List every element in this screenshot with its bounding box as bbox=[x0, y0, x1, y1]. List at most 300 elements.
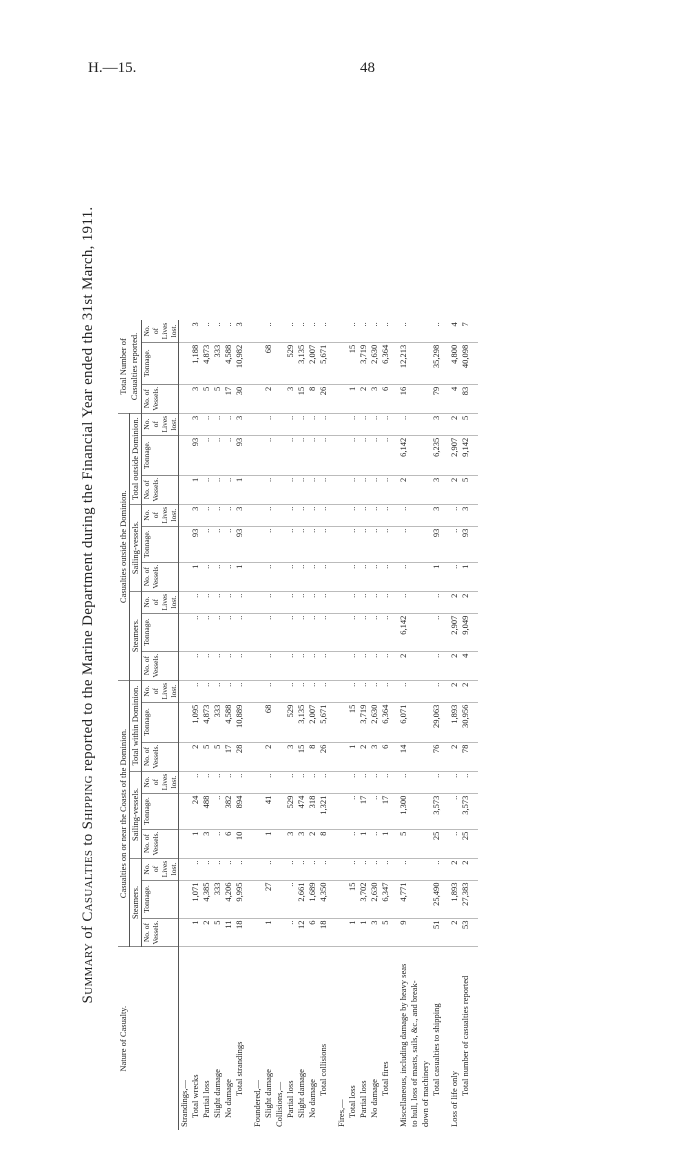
row-label: Fires,— bbox=[336, 1099, 346, 1127]
table-cell: 3,135 bbox=[296, 342, 307, 384]
col-header-tonnage: Tonnage. bbox=[142, 702, 179, 742]
spacer-cell bbox=[471, 880, 478, 918]
table-cell: .. bbox=[263, 651, 274, 680]
table-cell: .. bbox=[296, 651, 307, 680]
table-cell: .. bbox=[234, 771, 245, 793]
table-cell: 2 bbox=[449, 413, 460, 435]
table-cell: .. bbox=[201, 320, 212, 342]
table-cell bbox=[274, 526, 285, 562]
table-cell: 2 bbox=[263, 742, 274, 771]
col-header-lives: No. of Lives lost. bbox=[142, 320, 179, 342]
spacer-cell bbox=[471, 702, 478, 742]
table-cell: 1 bbox=[347, 742, 358, 771]
table-cell bbox=[274, 742, 285, 771]
table-cell: 3,719 bbox=[358, 702, 369, 742]
col-header-vessels: No. of Vessels. bbox=[142, 918, 179, 947]
table-cell: 10,889 bbox=[234, 702, 245, 742]
spacer-cell bbox=[245, 771, 252, 793]
table-cell: 11 bbox=[223, 918, 234, 947]
table-cell: .. bbox=[223, 320, 234, 342]
table-cell: .. bbox=[296, 504, 307, 526]
table-cell: 529 bbox=[285, 793, 296, 829]
subgroup-within: Total within Dominion. bbox=[130, 680, 142, 771]
table-cell bbox=[252, 613, 263, 651]
table-cell bbox=[336, 342, 347, 384]
spacer-cell bbox=[245, 918, 252, 947]
table-cell: 318 bbox=[307, 793, 318, 829]
spacer-cell bbox=[245, 384, 252, 413]
table-cell: .. bbox=[190, 591, 201, 613]
table-cell: .. bbox=[285, 413, 296, 435]
spacer-cell bbox=[245, 475, 252, 504]
table-cell bbox=[336, 320, 347, 342]
table-cell: .. bbox=[347, 793, 358, 829]
casualty-summary-table bbox=[118, 320, 478, 1130]
table-cell: .. bbox=[318, 320, 329, 342]
table-cell: .. bbox=[201, 858, 212, 880]
table-cell: 5 bbox=[460, 413, 471, 435]
table-cell: .. bbox=[296, 771, 307, 793]
table-cell: 1,321 bbox=[318, 793, 329, 829]
table-cell: 488 bbox=[201, 793, 212, 829]
table-cell: 4,385 bbox=[201, 880, 212, 918]
table-cell: .. bbox=[212, 680, 223, 702]
row-label: No damage bbox=[223, 1079, 233, 1118]
table-cell: .. bbox=[431, 680, 442, 702]
table-cell: 4,800 bbox=[449, 342, 460, 384]
table-cell bbox=[252, 591, 263, 613]
table-cell: .. bbox=[307, 413, 318, 435]
table-cell: .. bbox=[212, 591, 223, 613]
spacer-cell bbox=[329, 651, 336, 680]
table-cell: .. bbox=[263, 680, 274, 702]
spacer-cell bbox=[391, 613, 398, 651]
table-cell: 3 bbox=[460, 504, 471, 526]
table-cell: .. bbox=[212, 475, 223, 504]
table-cell: 2,907 bbox=[449, 435, 460, 475]
table-cell: .. bbox=[212, 413, 223, 435]
spacer-cell bbox=[471, 384, 478, 413]
table-cell: .. bbox=[223, 526, 234, 562]
table-cell: .. bbox=[347, 475, 358, 504]
spacer-cell bbox=[442, 613, 449, 651]
table-cell: 4 bbox=[449, 320, 460, 342]
table-cell bbox=[274, 651, 285, 680]
table-cell: .. bbox=[296, 591, 307, 613]
table-cell: 18 bbox=[318, 918, 329, 947]
table-cell: 93 bbox=[234, 526, 245, 562]
row-label: Total wrecks bbox=[190, 1074, 200, 1118]
table-cell: .. bbox=[318, 435, 329, 475]
spacer-cell bbox=[391, 918, 398, 947]
table-cell: 2 bbox=[398, 651, 431, 680]
table-cell: 333 bbox=[212, 702, 223, 742]
table-cell bbox=[179, 680, 191, 702]
table-cell bbox=[336, 702, 347, 742]
table-cell: .. bbox=[380, 591, 391, 613]
table-cell: .. bbox=[380, 858, 391, 880]
table-cell: 3 bbox=[431, 504, 442, 526]
spacer-cell bbox=[442, 771, 449, 793]
table-cell: .. bbox=[234, 651, 245, 680]
table-cell: .. bbox=[223, 591, 234, 613]
spacer-cell bbox=[245, 880, 252, 918]
table-cell: .. bbox=[369, 613, 380, 651]
title-word-summary: Summary bbox=[80, 942, 96, 1004]
spacer-cell bbox=[329, 829, 336, 858]
table-cell: .. bbox=[369, 591, 380, 613]
table-cell: 382 bbox=[223, 793, 234, 829]
table-cell: 3,719 bbox=[358, 342, 369, 384]
subgroup-steamers: Steamers. bbox=[130, 858, 142, 947]
spacer-cell bbox=[329, 858, 336, 880]
table-cell: .. bbox=[369, 793, 380, 829]
table-cell: 5 bbox=[460, 475, 471, 504]
table-cell bbox=[336, 413, 347, 435]
spacer-cell bbox=[329, 342, 336, 384]
table-cell bbox=[179, 742, 191, 771]
spacer-cell bbox=[329, 613, 336, 651]
table-cell: .. bbox=[380, 413, 391, 435]
table-cell: 3 bbox=[296, 829, 307, 858]
table-cell: .. bbox=[380, 526, 391, 562]
table-cell: 53 bbox=[460, 918, 471, 947]
table-cell: 25,490 bbox=[431, 880, 442, 918]
table-cell: .. bbox=[318, 680, 329, 702]
table-cell: .. bbox=[285, 858, 296, 880]
table-cell: .. bbox=[201, 771, 212, 793]
table-cell: .. bbox=[201, 526, 212, 562]
spacer-cell bbox=[391, 742, 398, 771]
table-cell: .. bbox=[369, 771, 380, 793]
table-cell: 30 bbox=[234, 384, 245, 413]
spacer-cell bbox=[471, 591, 478, 613]
table-cell bbox=[336, 793, 347, 829]
table-cell: 3,573 bbox=[431, 793, 442, 829]
spacer-cell bbox=[471, 413, 478, 435]
table-cell bbox=[179, 702, 191, 742]
table-cell: 2,630 bbox=[369, 702, 380, 742]
table-cell: .. bbox=[318, 613, 329, 651]
table-cell: .. bbox=[347, 320, 358, 342]
title-word-of: of bbox=[80, 925, 96, 939]
table-cell: 35,298 bbox=[431, 342, 442, 384]
table-cell: .. bbox=[358, 771, 369, 793]
spacer-cell bbox=[329, 742, 336, 771]
table-cell: .. bbox=[307, 680, 318, 702]
row-spacer bbox=[329, 320, 336, 1130]
table-cell: 5 bbox=[398, 829, 431, 858]
spacer-cell bbox=[391, 504, 398, 526]
table-cell: 6 bbox=[307, 918, 318, 947]
spacer-cell bbox=[471, 771, 478, 793]
table-cell bbox=[179, 526, 191, 562]
table-cell: .. bbox=[285, 880, 296, 918]
col-header-vessels: No. of Vessels. bbox=[142, 829, 179, 858]
table-cell: .. bbox=[398, 858, 431, 880]
table-cell bbox=[179, 771, 191, 793]
table-cell: 9,142 bbox=[460, 435, 471, 475]
table-cell bbox=[252, 918, 263, 947]
spacer-cell bbox=[329, 793, 336, 829]
table-cell: .. bbox=[347, 591, 358, 613]
table-cell: 15 bbox=[296, 384, 307, 413]
table-cell: .. bbox=[369, 413, 380, 435]
table-cell: 4,588 bbox=[223, 702, 234, 742]
row-spacer bbox=[245, 320, 252, 1130]
table-cell: 6,235 bbox=[431, 435, 442, 475]
table-cell: .. bbox=[307, 504, 318, 526]
table-cell: .. bbox=[318, 475, 329, 504]
table-cell: .. bbox=[358, 613, 369, 651]
table-cell bbox=[274, 880, 285, 918]
table-cell: 1 bbox=[234, 475, 245, 504]
spacer-cell bbox=[471, 504, 478, 526]
spacer-cell bbox=[442, 413, 449, 435]
table-cell: 1 bbox=[460, 562, 471, 591]
table-cell: 2 bbox=[358, 742, 369, 771]
table-cell: .. bbox=[449, 504, 460, 526]
spacer-cell bbox=[329, 526, 336, 562]
table-cell: .. bbox=[201, 562, 212, 591]
spacer-cell bbox=[245, 680, 252, 702]
col-header-lives: No. of Lives lost. bbox=[142, 858, 179, 880]
table-cell bbox=[252, 771, 263, 793]
table-cell: 1 bbox=[347, 918, 358, 947]
table-cell: .. bbox=[369, 475, 380, 504]
spacer-cell bbox=[391, 384, 398, 413]
spacer-cell bbox=[391, 562, 398, 591]
spacer-cell bbox=[391, 320, 398, 342]
table-cell: .. bbox=[296, 475, 307, 504]
row-label: Slight damage bbox=[212, 1069, 222, 1118]
table-cell: .. bbox=[201, 435, 212, 475]
table-cell: .. bbox=[380, 680, 391, 702]
table-cell: .. bbox=[263, 504, 274, 526]
table-cell: .. bbox=[223, 613, 234, 651]
table-cell: 93 bbox=[234, 435, 245, 475]
table-cell: .. bbox=[380, 475, 391, 504]
spacer-cell bbox=[329, 702, 336, 742]
table-cell: 6 bbox=[380, 742, 391, 771]
table-cell bbox=[336, 435, 347, 475]
table-cell: .. bbox=[296, 562, 307, 591]
table-cell: 4,350 bbox=[318, 880, 329, 918]
table-cell: .. bbox=[285, 918, 296, 947]
table-cell: .. bbox=[190, 613, 201, 651]
table-cell: 333 bbox=[212, 880, 223, 918]
spacer-cell bbox=[245, 742, 252, 771]
table-cell bbox=[179, 342, 191, 384]
table-cell bbox=[252, 880, 263, 918]
group-header-total-number: Total Number of Casualties reported. bbox=[118, 320, 142, 413]
table-cell: 9,995 bbox=[234, 880, 245, 918]
table-cell bbox=[274, 680, 285, 702]
table-cell: .. bbox=[318, 858, 329, 880]
table-cell: 2 bbox=[307, 829, 318, 858]
table-cell: 2 bbox=[449, 591, 460, 613]
table-cell: .. bbox=[460, 771, 471, 793]
table-row bbox=[212, 320, 223, 1130]
table-cell bbox=[336, 651, 347, 680]
col-header-lives: No. of Lives lost. bbox=[142, 504, 179, 526]
table-cell bbox=[274, 702, 285, 742]
table-cell: .. bbox=[318, 413, 329, 435]
table-cell bbox=[252, 413, 263, 435]
table-cell: .. bbox=[347, 829, 358, 858]
spacer-cell bbox=[391, 651, 398, 680]
table-cell: .. bbox=[369, 435, 380, 475]
table-cell: .. bbox=[380, 651, 391, 680]
table-cell: 3 bbox=[234, 504, 245, 526]
table-cell bbox=[179, 651, 191, 680]
table-cell: .. bbox=[212, 504, 223, 526]
table-cell: .. bbox=[358, 591, 369, 613]
table-cell: .. bbox=[347, 858, 358, 880]
table-cell bbox=[252, 793, 263, 829]
table-cell bbox=[274, 771, 285, 793]
table-row bbox=[234, 320, 245, 1130]
table-cell: .. bbox=[263, 475, 274, 504]
table-cell: 529 bbox=[285, 342, 296, 384]
table-cell bbox=[336, 880, 347, 918]
table-cell: 30,956 bbox=[460, 702, 471, 742]
spacer-cell bbox=[329, 562, 336, 591]
table-cell: 3 bbox=[285, 742, 296, 771]
table-cell: .. bbox=[296, 320, 307, 342]
table-cell: .. bbox=[398, 591, 431, 613]
table-cell: .. bbox=[398, 771, 431, 793]
table-cell: 6,364 bbox=[380, 702, 391, 742]
table-cell: .. bbox=[347, 413, 358, 435]
spacer-cell bbox=[329, 880, 336, 918]
table-cell: 3 bbox=[234, 320, 245, 342]
table-cell: 8 bbox=[307, 742, 318, 771]
table-cell: 529 bbox=[285, 702, 296, 742]
table-cell: .. bbox=[296, 613, 307, 651]
table-cell: 25 bbox=[431, 829, 442, 858]
spacer-cell bbox=[471, 680, 478, 702]
table-cell: 93 bbox=[431, 526, 442, 562]
table-cell: 1,300 bbox=[398, 793, 431, 829]
table-cell: .. bbox=[398, 680, 431, 702]
table-cell: 68 bbox=[263, 342, 274, 384]
table-cell: 8 bbox=[307, 384, 318, 413]
table-cell: 3 bbox=[190, 320, 201, 342]
table-cell bbox=[274, 413, 285, 435]
table-cell: 3 bbox=[431, 475, 442, 504]
table-cell bbox=[336, 829, 347, 858]
table-row bbox=[274, 320, 285, 1130]
title-word-to: to bbox=[80, 833, 96, 846]
table-cell bbox=[179, 562, 191, 591]
table-cell: .. bbox=[212, 435, 223, 475]
col-header-tonnage: Tonnage. bbox=[142, 880, 179, 918]
spacer-cell bbox=[442, 742, 449, 771]
table-cell: 6,364 bbox=[380, 342, 391, 384]
table-cell: .. bbox=[285, 771, 296, 793]
spacer-cell bbox=[442, 475, 449, 504]
table-row bbox=[318, 320, 329, 1130]
table-cell bbox=[274, 475, 285, 504]
table-cell: 3 bbox=[190, 413, 201, 435]
table-cell: .. bbox=[358, 680, 369, 702]
table-cell: 4,873 bbox=[201, 342, 212, 384]
subgroup-outside-sailing: Sailing-vessels. bbox=[130, 504, 142, 591]
table-cell: .. bbox=[285, 651, 296, 680]
table-cell: 6,142 bbox=[398, 435, 431, 475]
table-cell: 18 bbox=[234, 918, 245, 947]
table-cell: .. bbox=[285, 613, 296, 651]
table-cell: 17 bbox=[358, 793, 369, 829]
table-cell bbox=[336, 591, 347, 613]
row-label: Collisions,— bbox=[274, 1081, 284, 1127]
row-label: No damage bbox=[307, 1079, 317, 1118]
table-cell: .. bbox=[212, 771, 223, 793]
table-cell: 3,702 bbox=[358, 880, 369, 918]
table-cell: 15 bbox=[347, 342, 358, 384]
table-cell: .. bbox=[285, 475, 296, 504]
table-cell: 93 bbox=[190, 435, 201, 475]
table-cell bbox=[179, 829, 191, 858]
table-cell: .. bbox=[369, 829, 380, 858]
table-cell: 15 bbox=[296, 742, 307, 771]
table-cell: .. bbox=[307, 526, 318, 562]
table-cell: 14 bbox=[398, 742, 431, 771]
table-cell: 2 bbox=[358, 384, 369, 413]
table-cell: 78 bbox=[460, 742, 471, 771]
spacer-cell bbox=[442, 320, 449, 342]
spacer-cell bbox=[442, 591, 449, 613]
col-header-vessels: No. of Vessels. bbox=[142, 742, 179, 771]
table-cell: .. bbox=[285, 562, 296, 591]
table-cell: 3 bbox=[190, 504, 201, 526]
table-cell: 2 bbox=[449, 858, 460, 880]
table-cell bbox=[274, 562, 285, 591]
table-cell: 3 bbox=[190, 384, 201, 413]
spacer-cell bbox=[442, 562, 449, 591]
table-cell: .. bbox=[358, 651, 369, 680]
table-cell: .. bbox=[347, 680, 358, 702]
table-cell: 1 bbox=[234, 562, 245, 591]
spacer-cell bbox=[471, 918, 478, 947]
table-cell: .. bbox=[431, 591, 442, 613]
spacer-cell bbox=[471, 829, 478, 858]
table-cell: .. bbox=[358, 562, 369, 591]
rotated-table-block bbox=[80, 80, 620, 1130]
spacer-cell bbox=[329, 504, 336, 526]
table-cell: 3 bbox=[369, 918, 380, 947]
table-cell: .. bbox=[307, 591, 318, 613]
spacer-cell bbox=[245, 562, 252, 591]
row-label: Total loss bbox=[347, 1085, 357, 1118]
row-label: Total fires bbox=[380, 1061, 390, 1096]
spacer-cell bbox=[471, 342, 478, 384]
table-cell: 1,071 bbox=[190, 880, 201, 918]
spacer-cell bbox=[245, 829, 252, 858]
table-cell bbox=[336, 526, 347, 562]
table-cell: 2 bbox=[449, 742, 460, 771]
table-cell: .. bbox=[190, 858, 201, 880]
table-cell: .. bbox=[398, 320, 431, 342]
table-cell: .. bbox=[307, 320, 318, 342]
spacer-cell bbox=[442, 680, 449, 702]
table-cell: .. bbox=[285, 526, 296, 562]
table-cell: .. bbox=[318, 591, 329, 613]
spacer-cell bbox=[329, 918, 336, 947]
table-cell bbox=[252, 320, 263, 342]
row-label: Total casualties to shipping bbox=[431, 1003, 441, 1096]
